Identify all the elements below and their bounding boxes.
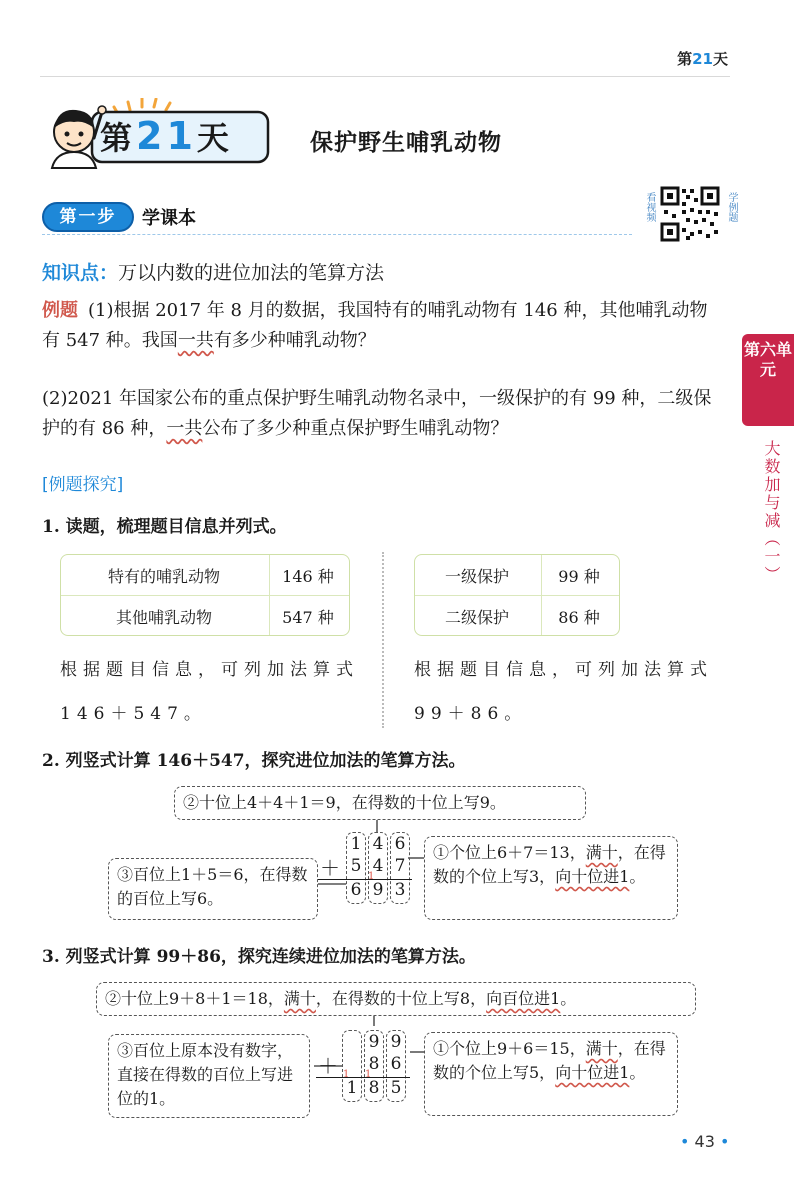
column-separator bbox=[382, 552, 384, 728]
step3-result-digit: 8 bbox=[368, 1078, 380, 1098]
step2-digit: 6 bbox=[394, 834, 406, 854]
step2-digit: 4 bbox=[372, 834, 384, 854]
table-row: 特有的哺乳动物 146 种 bbox=[107, 566, 334, 586]
table-row: 其他哺乳动物 547 种 bbox=[115, 607, 334, 627]
table-row: 一级保护 99 种 bbox=[444, 566, 600, 586]
example-paragraph-1: 例题 (1)根据 2017 年 8 月的数据，我国特有的哺乳动物有 146 种，其他哺乳动物有 547 种。我国一共有多少种哺乳动物？ bbox=[42, 300, 708, 351]
step3-plus-sign: ＋ bbox=[318, 1054, 338, 1078]
step2-result-digit: 9 bbox=[372, 880, 384, 900]
knowledge-point bbox=[42, 258, 384, 285]
step3-digit: 9 bbox=[368, 1032, 380, 1052]
step-title: 学课本 bbox=[142, 208, 196, 229]
step2-heading: 2. 列竖式计算 146＋547，探究进位加法的笔算方法。 bbox=[42, 751, 466, 771]
day-badge-label: 第21天 bbox=[100, 114, 233, 158]
page-number: • 43 • bbox=[680, 1132, 730, 1151]
step3-note-tens: ②十位上9＋8＋1＝18，满十，在得数的十位上写8，向百位进1。 bbox=[96, 982, 696, 1016]
step3-note-ones: ①个位上9＋6＝15，满十，在得数的个位上写5，向十位进1。 bbox=[424, 1032, 678, 1116]
step3-digit: 6 bbox=[390, 1054, 402, 1074]
step2-note-hundreds: ③百位上1＋5＝6，在得数的百位上写6。 bbox=[108, 858, 318, 920]
qr-block[interactable] bbox=[642, 186, 738, 242]
step2-result-digit: 6 bbox=[350, 880, 362, 900]
lesson-title: 保护野生哺乳动物 bbox=[310, 130, 502, 156]
step3-carry-hundreds: 1 bbox=[343, 1069, 350, 1080]
step2-note-tens: ②十位上4＋4＋1＝9，在得数的十位上写9。 bbox=[174, 786, 586, 820]
knowledge-label: 知识点： bbox=[42, 262, 119, 284]
step1-heading: 1. 读题，梳理题目信息并列式。 bbox=[42, 517, 287, 537]
step-divider bbox=[42, 234, 632, 235]
example-label: 例题 bbox=[42, 300, 78, 321]
step3-result-digit: 1 bbox=[346, 1078, 358, 1098]
step2-result-digit: 3 bbox=[394, 880, 406, 900]
right-info-table bbox=[414, 554, 620, 636]
step2-note-ones: ①个位上6＋7＝13，满十，在得数的个位上写3，向十位进1。 bbox=[424, 836, 678, 920]
qr-code-icon[interactable] bbox=[660, 186, 720, 242]
unit-topic-vertical: 大数加与减（一） bbox=[762, 440, 781, 584]
knowledge-text: 万以内数的进位加法的笔算方法 bbox=[118, 262, 385, 284]
day-badge bbox=[38, 98, 238, 168]
header-divider bbox=[40, 76, 730, 77]
unit-side-tab: 第六单元 bbox=[742, 334, 794, 426]
left-conclusion: 根据题目信息，可列加法算式 146＋547。 bbox=[60, 660, 359, 724]
step-pill: 第一步 bbox=[42, 202, 134, 232]
step3-note-hundreds: ③百位上原本没有数字，直接在得数的百位上写进位的1。 bbox=[108, 1034, 310, 1118]
left-info-table bbox=[60, 554, 350, 636]
step3-carry-tens: 1 bbox=[365, 1069, 372, 1080]
example-paragraph-2: (2)2021 年国家公布的重点保护野生哺乳动物名录中，一级保护的有 99 种，二级保护的有 86 种，一共公布了多少种重点保护野生哺乳动物？ bbox=[42, 388, 712, 439]
step3-digit: 8 bbox=[368, 1054, 380, 1074]
qr-left-caption: 看视频 bbox=[644, 192, 655, 222]
step2-digit: 1 bbox=[350, 834, 362, 854]
header-day-label: 第21天 bbox=[677, 50, 728, 68]
explore-label: [例题探究] bbox=[42, 475, 124, 495]
step2-digit: 7 bbox=[394, 856, 406, 876]
step2-carry-digit: 1 bbox=[368, 871, 375, 882]
step3-heading: 3. 列竖式计算 99＋86，探究连续进位加法的笔算方法。 bbox=[42, 947, 476, 967]
right-conclusion: 根据题目信息，可列加法算式 99＋86。 bbox=[414, 660, 713, 724]
step2-plus-sign: ＋ bbox=[320, 856, 340, 880]
table-row: 二级保护 86 种 bbox=[444, 607, 600, 627]
step2-digit: 5 bbox=[350, 856, 362, 876]
step2-digit: 4 bbox=[372, 856, 384, 876]
step3-digit: 9 bbox=[390, 1032, 402, 1052]
step3-result-digit: 5 bbox=[390, 1078, 402, 1098]
qr-right-caption: 学例题 bbox=[726, 192, 737, 222]
